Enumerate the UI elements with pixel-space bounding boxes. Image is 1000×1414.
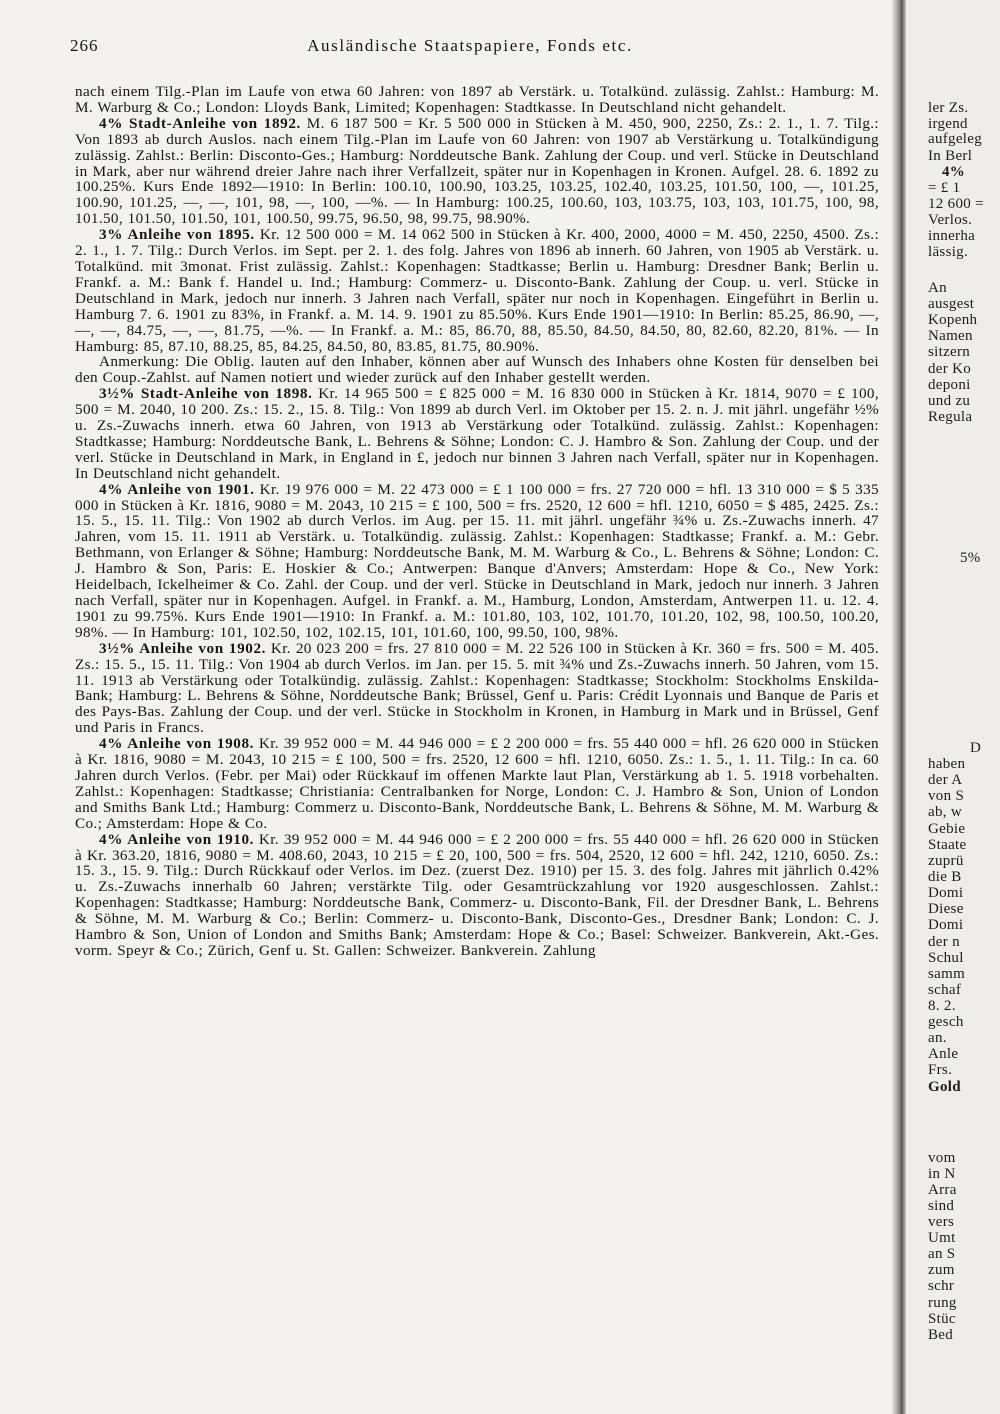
adjacent-line: Domi bbox=[928, 917, 964, 933]
adjacent-line: Anle bbox=[928, 1046, 959, 1062]
entry-body: Kr. 39 952 000 = M. 44 946 000 = £ 2 200 000 = frs. 55 440 000 = hfl. 26 620 000 in Stücken à Kr. 1816, 9080 = M. 2043, 10 215 = £ 100, 500 = frs. 2520, 12 600 = hfl. 1210, 6050. Zs.: 1. 5., 1. 11. Tilg.: In ca. 60 Jahren durch Verlos. (Febr. per Mai) oder Rückkauf im offenen Markte laut Plan, Verstärkung ab 1. 5. 1918 vorbehalten. Zahlst.: Kopenhagen: Stadtkasse; Christiania: Centralbanken for Norge, London: C. J. Hambro & Son, Union of London and Smiths Bank Ltd.; Hamburg: Commerz u. Disconto-Bank, Norddeutsche Bank, L. Behrens & Söhne, M. M. Warburg & Co.; Amsterdam: Hope & Co. bbox=[75, 735, 879, 832]
entry-stadt-anleihe-1898 bbox=[75, 386, 879, 481]
adjacent-line: samm bbox=[928, 966, 966, 982]
adjacent-line: Gebie bbox=[928, 821, 966, 837]
adjacent-line: der Ko bbox=[928, 361, 972, 377]
entry-anleihe-1901 bbox=[75, 482, 879, 641]
entry-anleihe-1908 bbox=[75, 736, 879, 831]
adjacent-line: die B bbox=[928, 869, 962, 885]
entry-title: 4% Anleihe von 1901. bbox=[99, 480, 255, 498]
adjacent-line: = £ 1 bbox=[928, 180, 961, 196]
adjacent-line: Arra bbox=[928, 1182, 957, 1198]
adjacent-line: Stüc bbox=[928, 1311, 956, 1327]
adjacent-line: Namen bbox=[928, 328, 973, 344]
adjacent-line: schr bbox=[928, 1278, 955, 1294]
adjacent-line: ab, w bbox=[928, 804, 962, 820]
entry-anleihe-1902 bbox=[75, 641, 879, 736]
adjacent-line: 12 600 = bbox=[928, 196, 984, 212]
entry-anleihe-1910 bbox=[75, 832, 879, 959]
adjacent-line: an S bbox=[928, 1246, 956, 1262]
adjacent-line: Regula bbox=[928, 409, 973, 425]
adjacent-line: Umt bbox=[928, 1230, 956, 1246]
adjacent-line: Frs. bbox=[928, 1062, 953, 1078]
adjacent-line: vers bbox=[928, 1214, 955, 1230]
entry-body: M. 6 187 500 = Kr. 5 500 000 in Stücken à M. 450, 900, 2250, Zs.: 2. 1., 1. 7. Tilg.: Von 1893 ab durch Auslos. nach einem Tilg.-Plan im Laufe von 60 Jahren: von 1907 ab Verstärkung u. Totalkündigung zulässig. Zahlst.: Berlin: Disconto-Ges.; Hamburg: Norddeutsche Bank. Zahlung der Coup. und verl. Stücke in Deutschland in Mark, aber nur während dreier Jahre nach ihrer Verfallzeit, später nur in Kopenhagen in Kronen. Aufgel. 28. 6. 1892 zu 100.25%. Kurs Ende 1892—1910: In Berlin: 100.10, 100.90, 103.25, 103.25, 102.40, 103.25, 101.50, 100, —, 101.25, 100.90, 101.25, —, —, 101, 98, —, 100, —%. — In Hamburg: 100.25, 100.60, 103, 103.75, 103, 103, 101.75, 100, 98, 101.50, 101.50, 101.50, 101, 100.50, 99.75, 96.50, 98, 99.75, 98.90%. bbox=[75, 114, 879, 228]
adjacent-line: zuprü bbox=[928, 853, 964, 869]
entry-title: 4% Stadt-Anleihe von 1892. bbox=[99, 114, 301, 132]
adjacent-line: innerha bbox=[928, 228, 976, 244]
entry-body: Kr. 19 976 000 = M. 22 473 000 = £ 1 100 000 = frs. 27 720 000 = hfl. 13 310 000 = $ 5 335 000 in Stücken à Kr. 1816, 9080 = M. 2043, 10 215 = £ 100, 500 = frs. 2520, 12 600 = hfl. 1210, 6050 = $ 485, 2425. Zs.: 15. 5., 15. 11. Tilg.: Von 1902 ab durch Verlos. im Aug. per 15. 11. mit jährl. ungefähr ¾% u. Zs.-Zuwachs innerh. 47 Jahren, vom 15. 11. 1911 ab Verstärk. u. Totalkündig. zulässig. Zahlst.: Kopenhagen: Stadtkasse; Frankf. a. M.: Gebr. Bethmann, von Erlanger & Söhne; Hamburg: Norddeutsche Bank, M. M. Warburg & Co., L. Behrens & Söhne; London: C. J. Hambro & Son, Paris: E. Hoskier & Co.; Antwerpen: Banque d'Anvers; Amsterdam: Hope & Co., New York: Heidelbach, Ickelheimer & Co. Zahl. der Coup. und der verl. Stücke in Deutschland in Mark, jedoch nur innerh. 3 Jahren nach Verfall, später nur in Kopenhagen. Aufgel. in Frankf. a. M., Hamburg, London, Amsterdam, Antwerpen 11. u. 12. 4. 1901 zu 99.75%. Kurs Ende 1901—1910: In Frankf. a. M.: 101.80, 103, 102, 101.70, 101.20, 102, 98, 100.50, 100.20, 98%. — In Hamburg: 101, 102.50, 102, 102.15, 101, 101.60, 100, 99.50, 100, 98%. bbox=[75, 480, 879, 641]
adjacent-line: schaf bbox=[928, 982, 962, 998]
page-number: 266 bbox=[70, 36, 99, 55]
adjacent-line: In Berl bbox=[928, 148, 973, 164]
page-header bbox=[70, 36, 870, 60]
adjacent-line: der n bbox=[928, 934, 960, 950]
adjacent-page-fragment bbox=[908, 0, 1000, 1414]
adjacent-line: D bbox=[970, 740, 982, 756]
adjacent-line: Staate bbox=[928, 837, 967, 853]
entry-title: 3½% Anleihe von 1902. bbox=[99, 639, 267, 657]
adjacent-line: und zu bbox=[928, 393, 971, 409]
adjacent-line: zum bbox=[928, 1262, 955, 1278]
adjacent-line: an. bbox=[928, 1030, 947, 1046]
adjacent-line: irgend bbox=[928, 116, 968, 132]
adjacent-line: Schul bbox=[928, 950, 964, 966]
adjacent-line: Gold bbox=[928, 1079, 961, 1095]
paragraph-continuation bbox=[75, 84, 879, 116]
adjacent-line: Verlos. bbox=[928, 212, 973, 228]
entry-anleihe-1895 bbox=[75, 227, 879, 354]
adjacent-line: lässig. bbox=[928, 244, 969, 260]
adjacent-line: in N bbox=[928, 1166, 956, 1182]
entry-title: 4% Anleihe von 1910. bbox=[99, 830, 255, 848]
entry-title: 4% Anleihe von 1908. bbox=[99, 735, 255, 753]
adjacent-line: sitzern bbox=[928, 344, 971, 360]
entry-body: Kr. 20 023 200 = frs. 27 810 000 = M. 22 526 100 in Stücken à Kr. 360 = frs. 500 = M. 405. Zs.: 15. 5., 15. 11. Tilg.: Von 1904 ab durch Verlos. im Jan. per 15. 5. mit ¾% und Zs.-Zuwachs innerh. 50 Jahren, vom 15. 11. 1913 ab Verstärkung oder Totalkündig. zulässig. Zahlst.: Kopenhagen: Stadtkasse; Stockholm: Stockholms Enskilda-Bank; Hamburg: L. Behrens & Söhne, Norddeutsche Bank; Brüssel, Genf u. Paris: Crédit Lyonnais und Banque de Paris et des Pays-Bas. Zahlung der Coup. und der verl. Stücke in Stockholm in Kronen, in Hamburg in Mark und in Brüssel, Genf und Paris in Francs. bbox=[75, 639, 879, 737]
adjacent-line: ler Zs. bbox=[928, 100, 969, 116]
adjacent-line: haben bbox=[928, 756, 966, 772]
main-text-column bbox=[75, 84, 879, 959]
entry-title: 3½% Stadt-Anleihe von 1898. bbox=[99, 385, 313, 403]
adjacent-line: 8. 2. bbox=[928, 998, 956, 1014]
adjacent-line: Kopenh bbox=[928, 312, 978, 328]
adjacent-line: 5% bbox=[960, 550, 981, 566]
running-head: Ausländische Staatspapiere, Fonds etc. bbox=[307, 36, 633, 55]
note-body: Anmerkung: Die Oblig. lauten auf den Inhaber, können aber auf Wunsch des Inhabers ohne Kosten für denselben bei den Coup.-Zahlst. auf Namen notiert und wieder zurück auf den Inhaber gestellt werden. bbox=[75, 353, 879, 387]
adjacent-line: ausgest bbox=[928, 296, 975, 312]
adjacent-line: 4% bbox=[942, 164, 966, 180]
entry-body: Kr. 14 965 500 = £ 825 000 = M. 16 830 000 in Stücken à Kr. 1814, 9070 = £ 100, 500 = M. 2040, 10 200. Zs.: 15. 2., 15. 8. Tilg.: Von 1899 ab durch Verl. im Oktober per 15. 2. n. J. mit jährl. ungefähr ½% u. Zs.-Zuwachs innerh. etwa 60 Jahren, von 1913 ab Verstärkung oder Totalkünd. zulässig. Zahlst.: Kopenhagen: Stadtkasse; Hamburg: Norddeutsche Bank, L. Behrens & Söhne; London: C. J. Hambro & Son. Zahlung der Coup. und der verl. Stücke in Deutschland in Mark, in England in £, jedoch nur binnen 3 Jahren nach Verfall, später nur in Kopenhagen. In Deutschland nicht gehandelt. bbox=[75, 385, 879, 482]
note-paragraph bbox=[75, 354, 879, 386]
adjacent-line: Diese bbox=[928, 901, 964, 917]
adjacent-line: vom bbox=[928, 1150, 956, 1166]
entry-title: 3% Anleihe von 1895. bbox=[99, 226, 255, 244]
adjacent-line: gesch bbox=[928, 1014, 964, 1030]
paragraph-body: nach einem Tilg.-Plan im Laufe von etwa 60 Jahren: von 1897 ab Verstärk. u. Totalkünd. zulässig. Zahlst.: Hamburg: M. M. Warburg & Co.; London: Lloyds Bank, Limited; Kopenhagen: Stadtkasse. In Deutschland nicht gehandelt. bbox=[75, 83, 879, 116]
adjacent-line: der A bbox=[928, 772, 963, 788]
entry-body: Kr. 39 952 000 = M. 44 946 000 = £ 2 200 000 = frs. 55 440 000 = hfl. 26 620 000 in Stücken à Kr. 363.20, 1816, 9080 = M. 408.60, 2043, 10 215 = £ 20, 100, 500 = frs. 504, 2520, 12 600 = hfl. 242, 1210, 6050. Zs.: 15. 3., 15. 9. Tilg.: Durch Rückkauf oder Verlos. im Dez. (zuerst Dez. 1910) per 15. 3. des folg. Jahres mit jährlich 0.42% u. Zs.-Zuwachs innerhalb 60 Jahren; verstärkte Tilg. oder Gesamtrückzahlung vor 1920 ausgeschlossen. Zahlst.: Kopenhagen: Stadtkasse; Hamburg: Norddeutsche Bank, Commerz- u. Disconto-Bank, Fil. der Dresdner Bank, L. Behrens & Söhne, M. M. Warburg & Co.; Berlin: Commerz- u. Disconto-Bank, Disconto-Ges., Dresdner Bank; London: C. J. Hambro & Son, Union of London and Smiths Bank; Amsterdam: Hope & Co.; Basel: Schweizer. Bankverein, Akt.-Ges. vorm. Speyr & Co.; Zürich, Genf u. St. Gallen: Schweizer. Bankverein. Zahlung bbox=[75, 830, 879, 959]
binding-gutter bbox=[892, 0, 906, 1414]
adjacent-line: aufgeleg bbox=[928, 131, 983, 147]
adjacent-line: von S bbox=[928, 788, 965, 804]
adjacent-line: sind bbox=[928, 1198, 955, 1214]
adjacent-line: deponi bbox=[928, 377, 971, 393]
adjacent-line: Domi bbox=[928, 885, 964, 901]
entry-stadt-anleihe-1892 bbox=[75, 116, 879, 227]
adjacent-line: Bed bbox=[928, 1327, 954, 1343]
entry-body: Kr. 12 500 000 = M. 14 062 500 in Stücken à Kr. 400, 2000, 4000 = M. 450, 2250, 4500. Zs.: 2. 1., 1. 7. Tilg.: Durch Verlos. im Sept. per 2. 1. des folg. Jahres von 1896 ab innerh. 60 Jahren, von 1905 ab Verstärk. u. Totalkünd. mit 3monat. Frist zulässig. Zahlst.: Kopenhagen: Stadtkasse; Berlin u. Hamburg: Dresdner Bank; Berlin u. Frankf. a. M.: Bank f. Handel u. Ind.; Hamburg: Commerz- u. Disconto-Bank. Zahlung der Coup. u. verl. Stücke in Deutschland in Mark, jedoch nur innerh. 3 Jahren nach Verfall, später nur noch in Kopenhagen. Eingeführt in Berlin u. Hamburg 7. 6. 1901 zu 83%, in Frankf. a. M. 14. 9. 1901 zu 85.50%. Kurs Ende 1901—1910: In Berlin: 85.25, 86.90, —, —, —, 84.75, —, —, 81.75, —%. — In Frankf. a. M.: 85, 86.70, 88, 85.50, 84.50, 84.50, 80, 82.60, 82.20, 81%. — In Hamburg: 85, 87.10, 88.25, 85, 84.25, 84.50, 80, 83.85, 81.75, 80.90%. bbox=[75, 226, 880, 355]
adjacent-line: An bbox=[928, 280, 947, 296]
adjacent-line: rung bbox=[928, 1295, 957, 1311]
